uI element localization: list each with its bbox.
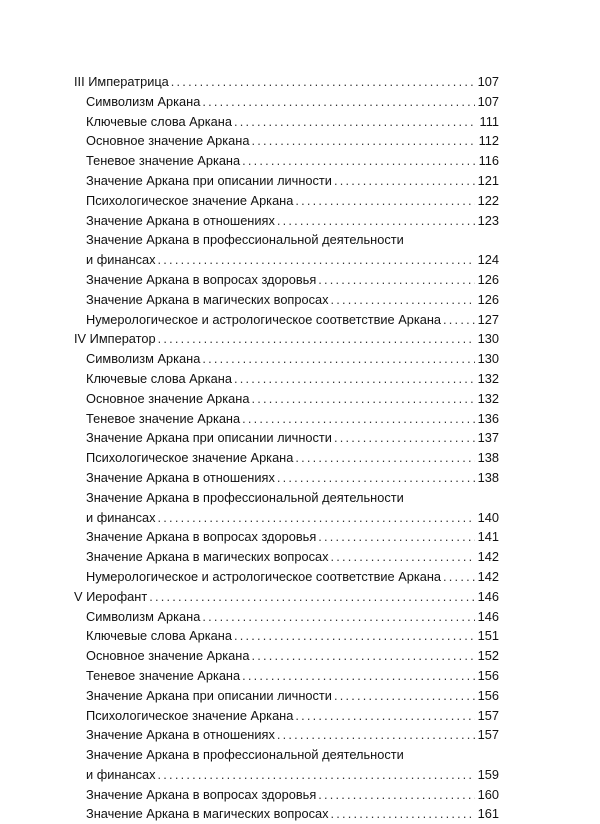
dot-leader	[277, 725, 475, 745]
toc-item-entry[interactable]	[74, 211, 499, 231]
toc-item-title: Значение Аркана в отношениях	[86, 727, 275, 743]
page-number: 124	[477, 252, 499, 268]
dot-leader	[318, 527, 475, 547]
toc-item-title: Значение Аркана в отношениях	[86, 212, 275, 228]
toc-item-entry[interactable]	[74, 607, 499, 627]
dot-leader	[158, 329, 475, 349]
page-number: 126	[477, 271, 499, 287]
page-number: 132	[477, 390, 499, 406]
toc-item-entry[interactable]	[74, 508, 499, 528]
page-number: 146	[477, 588, 499, 604]
dot-leader	[242, 151, 475, 171]
dot-leader	[242, 409, 475, 429]
toc-item-entry[interactable]	[74, 547, 499, 567]
page-number: 111	[479, 113, 499, 129]
dot-leader	[202, 607, 475, 627]
page-number: 156	[477, 687, 499, 703]
toc-item-title: Теневое значение Аркана	[86, 153, 241, 169]
dot-leader	[318, 785, 475, 805]
toc-item-wrapped-line[interactable]: Значение Аркана в профессиональной деятельности	[86, 232, 404, 248]
page-number: 130	[477, 331, 499, 347]
toc-item-wrapped-line[interactable]: Значение Аркана в профессиональной деятельности	[86, 489, 404, 505]
page-number: 146	[477, 608, 499, 624]
page-number: 130	[477, 351, 499, 367]
toc-item-entry[interactable]	[74, 270, 499, 290]
toc-section-entry[interactable]	[74, 587, 499, 607]
toc-item-entry[interactable]	[74, 804, 499, 824]
toc-item-title: Символизм Аркана	[86, 351, 201, 367]
page-number: 157	[477, 707, 499, 723]
toc-item-title: Нумерологическое и астрологическое соответствие Аркана	[86, 568, 442, 584]
toc-item-entry[interactable]	[74, 171, 499, 191]
page-number: 127	[477, 311, 499, 327]
dot-leader	[158, 508, 475, 528]
dot-leader	[251, 131, 475, 151]
dot-leader	[158, 250, 475, 270]
toc-section-entry[interactable]	[74, 329, 499, 349]
toc-item-title: Значение Аркана в отношениях	[86, 469, 275, 485]
dot-leader	[277, 211, 475, 231]
page-number: 142	[477, 568, 499, 584]
dot-leader	[331, 547, 475, 567]
dot-leader	[251, 389, 475, 409]
toc-item-entry[interactable]	[74, 448, 499, 468]
toc-item-entry[interactable]	[74, 151, 499, 171]
page-number: 122	[477, 192, 499, 208]
toc-item-entry[interactable]	[74, 706, 499, 726]
toc-item-title: и финансах	[86, 766, 156, 782]
page-number: 137	[477, 430, 499, 446]
page-number: 138	[477, 450, 499, 466]
toc-section-title: III Императрица	[74, 74, 169, 89]
page-number: 151	[477, 628, 499, 644]
dot-leader	[158, 765, 475, 785]
page-number: 141	[477, 529, 499, 545]
toc-item-entry[interactable]	[74, 409, 499, 429]
toc-item-title: и финансах	[86, 252, 156, 268]
toc-item-entry[interactable]	[74, 112, 499, 132]
page-number: 159	[477, 766, 499, 782]
toc-item-title: Значение Аркана в вопросах здоровья	[86, 271, 317, 287]
toc-item-title: Символизм Аркана	[86, 93, 201, 109]
dot-leader	[334, 686, 475, 706]
toc-item-title: Основное значение Аркана	[86, 390, 250, 406]
toc-section-entry[interactable]	[74, 72, 499, 92]
dot-leader	[202, 92, 475, 112]
page-number: 107	[477, 74, 499, 89]
toc-item-title: Символизм Аркана	[86, 608, 201, 624]
toc-item-entry[interactable]	[74, 191, 499, 211]
dot-leader	[149, 587, 475, 607]
toc-item-title: Теневое значение Аркана	[86, 667, 241, 683]
toc-item-entry[interactable]	[74, 92, 499, 112]
page-number: 116	[478, 153, 499, 169]
toc-item-title: Значение Аркана в вопросах здоровья	[86, 529, 317, 545]
toc-item-title: Значение Аркана в магических вопросах	[86, 549, 329, 565]
toc-item-entry[interactable]	[74, 250, 499, 270]
page-number: 132	[477, 370, 499, 386]
toc-item-entry[interactable]	[74, 290, 499, 310]
page-number: 140	[477, 509, 499, 525]
toc-item-title: Значение Аркана при описании личности	[86, 687, 332, 703]
toc-section-title: IV Император	[74, 331, 156, 347]
dot-leader	[443, 310, 475, 330]
dot-leader	[171, 72, 475, 92]
page-number: 142	[477, 549, 499, 565]
dot-leader	[234, 369, 475, 389]
page-number: 126	[477, 291, 499, 307]
dot-leader	[295, 448, 475, 468]
dot-leader	[295, 706, 475, 726]
dot-leader	[234, 626, 475, 646]
page-number: 157	[477, 727, 499, 743]
toc-item-title: Значение Аркана в магических вопросах	[86, 806, 329, 822]
toc-item-title: Основное значение Аркана	[86, 133, 250, 149]
dot-leader	[234, 112, 475, 132]
dot-leader	[251, 646, 475, 666]
toc-item-entry[interactable]	[74, 131, 499, 151]
dot-leader	[277, 468, 475, 488]
page-number: 121	[477, 172, 499, 188]
toc-item-title: и финансах	[86, 509, 156, 525]
toc-item-entry[interactable]	[74, 725, 499, 745]
toc-section-title: V Иерофант	[74, 588, 148, 604]
toc-item-entry[interactable]	[74, 567, 499, 587]
page-number: 123	[477, 212, 499, 228]
toc-item-title: Психологическое значение Аркана	[86, 707, 294, 723]
table-of-contents	[74, 72, 499, 824]
toc-item-entry[interactable]	[74, 389, 499, 409]
page-number: 136	[477, 410, 499, 426]
toc-item-entry[interactable]	[74, 527, 499, 547]
toc-item-entry[interactable]	[74, 785, 499, 805]
toc-item-title: Основное значение Аркана	[86, 648, 250, 664]
dot-leader	[318, 270, 475, 290]
toc-item-entry[interactable]	[74, 310, 499, 330]
dot-leader	[331, 290, 475, 310]
toc-item-title: Значение Аркана в магических вопросах	[86, 291, 329, 307]
dot-leader	[443, 567, 475, 587]
toc-item-title: Ключевые слова Аркана	[86, 370, 232, 386]
page-number: 161	[477, 806, 499, 822]
toc-item-title: Нумерологическое и астрологическое соответствие Аркана	[86, 311, 442, 327]
page-number: 152	[477, 648, 499, 664]
toc-item-title: Ключевые слова Аркана	[86, 628, 232, 644]
dot-leader	[331, 804, 475, 824]
toc-item-entry[interactable]	[74, 626, 499, 646]
toc-item-wrapped-line[interactable]: Значение Аркана в профессиональной деятельности	[86, 747, 404, 763]
dot-leader	[334, 428, 475, 448]
toc-item-entry[interactable]	[74, 468, 499, 488]
page-number: 138	[477, 469, 499, 485]
toc-item-entry[interactable]	[74, 765, 499, 785]
toc-item-title: Значение Аркана при описании личности	[86, 172, 332, 188]
toc-item-entry[interactable]	[74, 369, 499, 389]
toc-item-title: Ключевые слова Аркана	[86, 113, 232, 129]
toc-item-title: Значение Аркана при описании личности	[86, 430, 332, 446]
dot-leader	[295, 191, 475, 211]
toc-item-entry[interactable]	[74, 646, 499, 666]
toc-item-entry[interactable]	[74, 686, 499, 706]
toc-item-entry[interactable]	[74, 349, 499, 369]
toc-item-title: Значение Аркана в вопросах здоровья	[86, 786, 317, 802]
toc-item-title: Психологическое значение Аркана	[86, 450, 294, 466]
page-number: 107	[477, 93, 499, 109]
toc-item-entry[interactable]	[74, 666, 499, 686]
page-number: 160	[477, 786, 499, 802]
dot-leader	[202, 349, 475, 369]
dot-leader	[242, 666, 475, 686]
toc-item-title: Психологическое значение Аркана	[86, 192, 294, 208]
toc-item-entry[interactable]	[74, 428, 499, 448]
toc-item-title: Теневое значение Аркана	[86, 410, 241, 426]
page-number: 156	[477, 667, 499, 683]
page-number: 112	[478, 133, 499, 149]
dot-leader	[334, 171, 475, 191]
